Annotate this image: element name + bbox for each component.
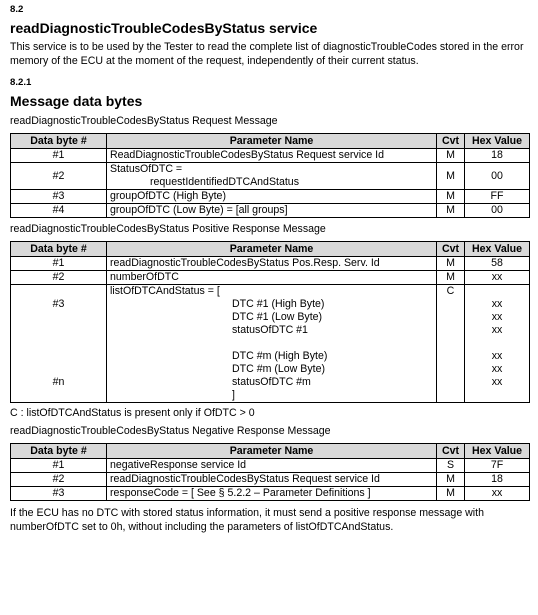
parameter-line: StatusOfDTC =	[110, 163, 183, 175]
cvt-cell: M	[437, 163, 465, 190]
cvt-cell: M	[437, 473, 465, 487]
table-row	[11, 459, 530, 473]
hex-label: xx	[491, 363, 503, 375]
header-data-byte: Data byte #	[11, 444, 107, 459]
parameter-cell: responseCode = [ See § 5.2.2 – Parameter Definitions ]	[107, 487, 437, 501]
hex-label: xx	[491, 376, 503, 388]
table-row	[11, 257, 530, 271]
hex-cell: 58	[465, 257, 530, 271]
footer-note: If the ECU has no DTC with stored status information, it must send a positive response message with numberOfDTC set to 0h, without including the parameters of listOfDTCAndStatus.	[10, 507, 484, 533]
parameter-cell	[107, 285, 437, 403]
data-byte-cell: #2	[11, 163, 107, 190]
list-item: DTC #1 (Low Byte)	[232, 311, 323, 323]
data-byte-label: #3	[52, 298, 65, 310]
hex-cell	[465, 285, 530, 403]
hex-cell: FF	[465, 190, 530, 204]
table-row	[11, 163, 530, 190]
cvt-label: C	[446, 285, 455, 297]
hex-cell: xx	[465, 271, 530, 285]
negative-caption: readDiagnosticTroubleCodesByStatus Negative Response Message	[10, 425, 331, 437]
list-close: ]	[232, 389, 235, 401]
table-row	[11, 190, 530, 204]
hex-cell: 00	[465, 204, 530, 218]
subsection-number: 8.2.1	[10, 77, 32, 88]
request-table	[10, 133, 530, 218]
data-byte-label: #n	[52, 376, 65, 388]
data-byte-cell: #4	[11, 204, 107, 218]
cvt-cell	[437, 285, 465, 403]
list-head: listOfDTCAndStatus = [	[110, 285, 220, 297]
list-item: DTC #1 (High Byte)	[232, 298, 325, 310]
parameter-cell: readDiagnosticTroubleCodesByStatus Request service Id	[107, 473, 437, 487]
cvt-cell: M	[437, 487, 465, 501]
data-byte-cell: #1	[11, 459, 107, 473]
table-row	[11, 271, 530, 285]
list-item: statusOfDTC #1	[232, 324, 308, 336]
table-header-row	[11, 242, 530, 257]
header-hex-value: Hex Value	[465, 242, 530, 257]
data-byte-cell: #2	[11, 271, 107, 285]
hex-cell: 18	[465, 149, 530, 163]
request-caption: readDiagnosticTroubleCodesByStatus Request Message	[10, 115, 278, 127]
cvt-cell: M	[437, 204, 465, 218]
positive-response-table	[10, 241, 530, 403]
table-row	[11, 285, 530, 403]
section-number: 8.2	[10, 4, 24, 15]
hex-cell: xx	[465, 487, 530, 501]
table-row	[11, 149, 530, 163]
header-cvt: Cvt	[437, 134, 465, 149]
list-item: statusOfDTC #m	[232, 376, 311, 388]
hex-cell: 00	[465, 163, 530, 190]
header-parameter-name: Parameter Name	[107, 444, 437, 459]
data-byte-cell: #1	[11, 257, 107, 271]
hex-label: xx	[491, 298, 503, 310]
hex-label: xx	[491, 350, 503, 362]
section-title: readDiagnosticTroubleCodesByStatus service	[10, 20, 318, 36]
header-parameter-name: Parameter Name	[107, 134, 437, 149]
cvt-cell: M	[437, 257, 465, 271]
header-cvt: Cvt	[437, 242, 465, 257]
table-row	[11, 204, 530, 218]
data-byte-cell: #3	[11, 487, 107, 501]
parameter-cell: groupOfDTC (High Byte)	[107, 190, 437, 204]
parameter-cell: negativeResponse service Id	[107, 459, 437, 473]
parameter-cell: numberOfDTC	[107, 271, 437, 285]
data-byte-cell	[11, 285, 107, 403]
parameter-cell: readDiagnosticTroubleCodesByStatus Pos.Resp. Serv. Id	[107, 257, 437, 271]
parameter-line: requestIdentifiedDTCAndStatus	[150, 176, 299, 188]
hex-cell: 7F	[465, 459, 530, 473]
header-cvt: Cvt	[437, 444, 465, 459]
header-data-byte: Data byte #	[11, 134, 107, 149]
parameter-cell: groupOfDTC (Low Byte) = [all groups]	[107, 204, 437, 218]
hex-cell: 18	[465, 473, 530, 487]
positive-caption: readDiagnosticTroubleCodesByStatus Positive Response Message	[10, 223, 326, 235]
cvt-cell: S	[437, 459, 465, 473]
list-item: DTC #m (High Byte)	[232, 350, 328, 362]
parameter-cell: ReadDiagnosticTroubleCodesByStatus Request service Id	[107, 149, 437, 163]
table-row	[11, 473, 530, 487]
conditional-note: C : listOfDTCAndStatus is present only if OfDTC > 0	[10, 407, 255, 419]
cvt-cell: M	[437, 149, 465, 163]
parameter-cell	[107, 163, 437, 190]
subsection-title: Message data bytes	[10, 93, 143, 109]
hex-label: xx	[491, 324, 503, 336]
data-byte-cell: #2	[11, 473, 107, 487]
header-data-byte: Data byte #	[11, 242, 107, 257]
header-hex-value: Hex Value	[465, 134, 530, 149]
cvt-cell: M	[437, 190, 465, 204]
section-intro: This service is to be used by the Tester to read the complete list of diagnosticTroubleCodes stored in the error memory of the ECU at the moment of the request, independently of their current status.	[10, 41, 524, 67]
list-item: DTC #m (Low Byte)	[232, 363, 326, 375]
table-row	[11, 487, 530, 501]
negative-response-table	[10, 443, 530, 501]
cvt-cell: M	[437, 271, 465, 285]
data-byte-cell: #1	[11, 149, 107, 163]
table-header-row	[11, 444, 530, 459]
header-parameter-name: Parameter Name	[107, 242, 437, 257]
data-byte-cell: #3	[11, 190, 107, 204]
header-hex-value: Hex Value	[465, 444, 530, 459]
table-header-row	[11, 134, 530, 149]
hex-label: xx	[491, 311, 503, 323]
